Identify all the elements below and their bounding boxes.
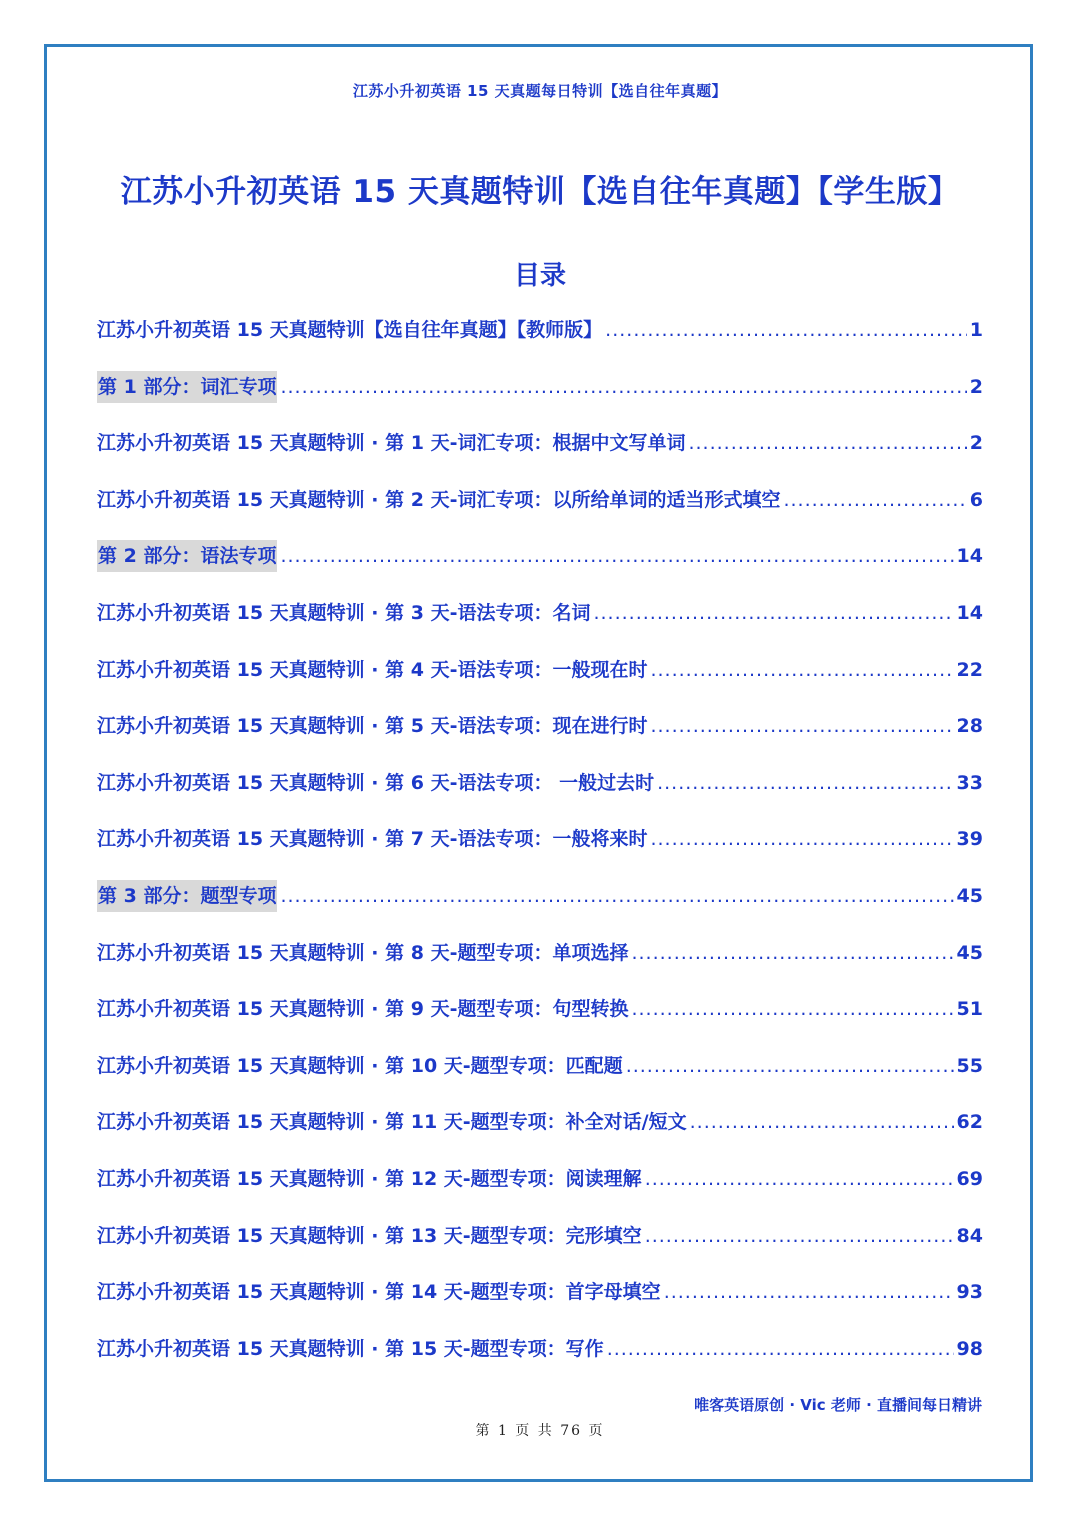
running-header: 江苏小升初英语 15 天真题每日特训【选自往年真题】 bbox=[352, 82, 728, 100]
toc-entry-label: 江苏小升初英语 15 天真题特训 · 第 10 天-题型专项：匹配题 bbox=[97, 1054, 623, 1077]
toc-dot-leader bbox=[650, 710, 953, 742]
toc-dot-leader bbox=[650, 654, 953, 686]
toc-dot-leader bbox=[631, 937, 953, 969]
toc-entry-label: 江苏小升初英语 15 天真题特训 · 第 9 天-题型专项：句型转换 bbox=[97, 998, 629, 1021]
toc-entry[interactable] bbox=[97, 823, 983, 880]
toc-heading: 目录 bbox=[513, 261, 566, 291]
toc-dot-leader bbox=[593, 597, 953, 629]
toc-dot-leader bbox=[783, 484, 966, 516]
toc-entry[interactable] bbox=[97, 654, 983, 711]
toc-entry[interactable] bbox=[97, 597, 983, 654]
toc-entry[interactable] bbox=[97, 484, 983, 541]
toc-entry-page-number: 98 bbox=[956, 1337, 983, 1360]
toc-entry[interactable] bbox=[97, 1050, 983, 1107]
toc-part-entry[interactable] bbox=[97, 880, 983, 937]
toc-entry-label: 江苏小升初英语 15 天真题特训 · 第 2 天-词汇专项：以所给单词的适当形式填空 bbox=[97, 488, 781, 511]
toc-dot-leader bbox=[688, 427, 966, 459]
footer-credit: 唯客英语原创 · Vic 老师 · 直播间每日精讲 bbox=[694, 1396, 982, 1414]
page-number: 第 1 页 共 76 页 bbox=[475, 1423, 605, 1439]
toc-entry-label: 江苏小升初英语 15 天真题特训 · 第 3 天-语法专项：名词 bbox=[97, 601, 591, 624]
toc-dot-leader bbox=[605, 314, 967, 346]
toc-dot-leader bbox=[690, 1106, 954, 1138]
toc-entry-label: 江苏小升初英语 15 天真题特训 · 第 15 天-题型专项：写作 bbox=[97, 1337, 604, 1360]
toc-entry[interactable] bbox=[97, 1333, 983, 1390]
toc-entry-page-number: 2 bbox=[969, 375, 983, 398]
toc-entry-page-number: 1 bbox=[969, 319, 983, 341]
toc-entry[interactable] bbox=[97, 1106, 983, 1163]
toc-dot-leader bbox=[280, 540, 953, 572]
toc-entry[interactable] bbox=[97, 993, 983, 1050]
toc-entry-label: 第 3 部分：题型专项 bbox=[97, 880, 277, 912]
toc-entry-page-number: 14 bbox=[956, 601, 983, 624]
toc-part-entry[interactable] bbox=[97, 371, 983, 428]
toc-dot-leader bbox=[280, 880, 953, 912]
toc-entry-page-number: 45 bbox=[956, 941, 983, 964]
toc-entry-page-number: 55 bbox=[956, 1054, 983, 1077]
toc-entry[interactable] bbox=[97, 710, 983, 767]
toc-entry-page-number: 93 bbox=[956, 1281, 983, 1304]
toc-entry-label: 江苏小升初英语 15 天真题特训【选自往年真题】【教师版】 bbox=[97, 319, 603, 341]
toc-entry-label: 江苏小升初英语 15 天真题特训 · 第 13 天-题型专项：完形填空 bbox=[97, 1224, 642, 1247]
toc-entry-label: 江苏小升初英语 15 天真题特训 · 第 4 天-语法专项：一般现在时 bbox=[97, 658, 648, 681]
toc-dot-leader bbox=[650, 823, 953, 855]
toc-dot-leader bbox=[607, 1333, 954, 1365]
toc-entry[interactable] bbox=[97, 1276, 983, 1333]
toc-entry-page-number: 2 bbox=[969, 432, 983, 455]
toc-entry[interactable] bbox=[97, 767, 983, 824]
toc-entry[interactable] bbox=[97, 427, 983, 484]
toc-entry-page-number: 84 bbox=[956, 1224, 983, 1247]
toc-entry-page-number: 69 bbox=[956, 1167, 983, 1190]
toc-entry-label: 江苏小升初英语 15 天真题特训 · 第 1 天-词汇专项：根据中文写单词 bbox=[97, 432, 686, 455]
toc-entry-page-number: 6 bbox=[969, 488, 983, 511]
toc-entry[interactable] bbox=[97, 1220, 983, 1277]
toc-dot-leader bbox=[280, 371, 966, 403]
toc-entry-label: 第 2 部分：语法专项 bbox=[97, 540, 277, 572]
toc-entry-page-number: 51 bbox=[956, 998, 983, 1021]
toc-entry-page-number: 45 bbox=[956, 884, 983, 907]
toc-entry-page-number: 22 bbox=[956, 658, 983, 681]
toc-entry-label: 江苏小升初英语 15 天真题特训 · 第 5 天-语法专项：现在进行时 bbox=[97, 715, 648, 738]
toc-dot-leader bbox=[664, 1276, 954, 1308]
toc-part-entry[interactable] bbox=[97, 540, 983, 597]
toc-dot-leader bbox=[626, 1050, 954, 1082]
toc-entry-label: 江苏小升初英语 15 天真题特训 · 第 7 天-语法专项：一般将来时 bbox=[97, 828, 648, 851]
toc-entry-label: 江苏小升初英语 15 天真题特训 · 第 11 天-题型专项：补全对话/短文 bbox=[97, 1111, 687, 1134]
toc-dot-leader bbox=[645, 1220, 954, 1252]
toc-entry-label: 江苏小升初英语 15 天真题特训 · 第 8 天-题型专项：单项选择 bbox=[97, 941, 629, 964]
toc-entry[interactable] bbox=[97, 314, 983, 371]
toc-dot-leader bbox=[657, 767, 953, 799]
toc-entry-page-number: 28 bbox=[956, 715, 983, 738]
toc-entry[interactable] bbox=[97, 1163, 983, 1220]
toc-entry-label: 江苏小升初英语 15 天真题特训 · 第 14 天-题型专项：首字母填空 bbox=[97, 1281, 661, 1304]
toc-entry-label: 江苏小升初英语 15 天真题特训 · 第 12 天-题型专项：阅读理解 bbox=[97, 1167, 642, 1190]
toc-entry-label: 第 1 部分：词汇专项 bbox=[97, 371, 277, 403]
toc-entry-page-number: 33 bbox=[956, 771, 983, 794]
toc-entry-page-number: 62 bbox=[956, 1111, 983, 1134]
toc-dot-leader bbox=[645, 1163, 954, 1195]
toc-dot-leader bbox=[631, 993, 953, 1025]
toc-entry[interactable] bbox=[97, 937, 983, 994]
document-title: 江苏小升初英语 15 天真题特训【选自往年真题】【学生版】 bbox=[120, 174, 960, 210]
toc-entry-page-number: 39 bbox=[956, 828, 983, 851]
toc-entry-label: 江苏小升初英语 15 天真题特训 · 第 6 天-语法专项： 一般过去时 bbox=[97, 771, 655, 794]
table-of-contents bbox=[97, 314, 983, 1389]
toc-entry-page-number: 14 bbox=[956, 545, 983, 568]
